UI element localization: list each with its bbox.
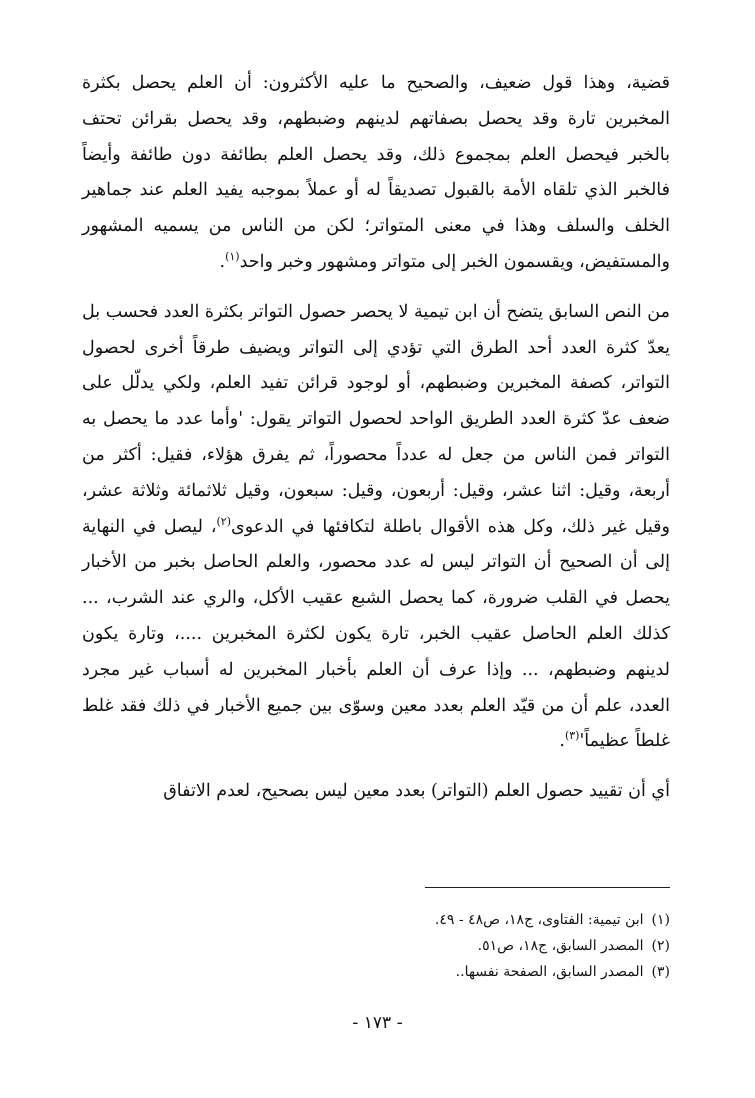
footnote-3	[82, 959, 670, 985]
paragraph-3	[82, 774, 670, 810]
paragraph-3-text: أي أن تقييد حصول العلم (التواتر) بعدد معين ليس بصحيح، لعدم الاتفاق	[163, 781, 670, 802]
paragraph-2-text: من النص السابق يتضح أن ابن تيمية لا يحصر حصول التواتر بكثرة العدد فحسب بل يعدّ كثرة العدد أحد الطرق التي تؤدي إلى التواتر ويضيف طرقاً أخرى لحصول التواتر، كصفة المخبرين وضبطهم، أو لوجود قرائن تفيد العلم، ولكي يدلّل على ضعف عدّ كثرة العدد الطريق الواحد لحصول التواتر يقول: 'وأما عدد ما يحصل به التواتر فمن الناس من جعل له عدداً محصوراً، ثم يفرق هؤلاء، فقيل: أكثر من أربعة، وقيل: اثنا عشر، وقيل: أربعون، وقيل: سبعون، وقيل ثلاثمائة وثلاثة عشر، وقيل غير ذلك، وكل هذه الأقوال باطلة لتكافئها في الدعوى	[82, 301, 670, 537]
footnote-3-text: المصدر السابق، الصفحة نفسها..	[455, 964, 644, 980]
footnote-ref-1: (١)	[225, 250, 240, 264]
footnotes	[82, 907, 670, 985]
footnote-1-text: ابن تيمية: الفتاوى، ج١٨، ص٤٨ - ٤٩.	[434, 912, 644, 928]
footnote-2	[82, 933, 670, 959]
paragraph-2-tail: ، ليصل في النهاية إلى أن الصحيح أن التواتر ليس له عدد محصور، والعلم الحاصل بخبر من الأخبار يحصل في القلب ضرورة، كما يحصل الشبع عقيب الأكل، والري عند الشرب، ... كذلك العلم الحاصل عقيب الخبر، تارة يكون لكثرة المخبرين ....، وتارة يكون لدينهم وضبطهم، ... وإذا عرف أن العلم بأخبار المخبرين له أسباب غير مجرد العدد، علم أن من قيّد العلم بعدد معين وسوّى بين جميع الأخبار في ذلك فقد غلط غلطاً عظيماً'	[82, 516, 670, 752]
footnote-ref-3: (٣)	[564, 729, 580, 743]
page-number: - ١٧٣ -	[352, 1013, 403, 1033]
footnote-2-text: المصدر السابق، ج١٨، ص٥١.	[477, 938, 644, 954]
footnote-divider	[425, 887, 670, 888]
main-text	[82, 66, 670, 810]
paragraph-2-tail-2: .	[559, 731, 565, 752]
paragraph-1-text: قضية، وهذا قول ضعيف، والصحيح ما عليه الأكثرون: أن العلم يحصل بكثرة المخبرين تارة وقد يحصل بصفاتهم لدينهم وضبطهم، وقد يحصل بقرائن تحتف بالخبر فيحصل العلم بمجموع ذلك، وقد يحصل العلم بطائفة دون طائفة وأيضاً فالخبر الذي تلقاه الأمة بالقبول تصديقاً له أو عملاً بموجبه يفيد العلم عند جماهير الخلف والسلف وهذا في معنى المتواتر؛ لكن من الناس من يسميه المشهور والمستفيض، ويقسمون الخبر إلى متواتر ومشهور وخبر واحد	[82, 73, 670, 272]
footnote-3-number: (٣)	[651, 964, 670, 980]
paragraph-1	[82, 66, 670, 281]
paragraph-2	[82, 295, 670, 760]
paragraph-1-tail: .	[219, 251, 226, 272]
footnote-ref-2: (٢)	[216, 514, 231, 528]
footnote-2-number: (٢)	[651, 938, 670, 954]
footnote-1-number: (١)	[651, 912, 670, 928]
footnote-1	[82, 907, 670, 933]
